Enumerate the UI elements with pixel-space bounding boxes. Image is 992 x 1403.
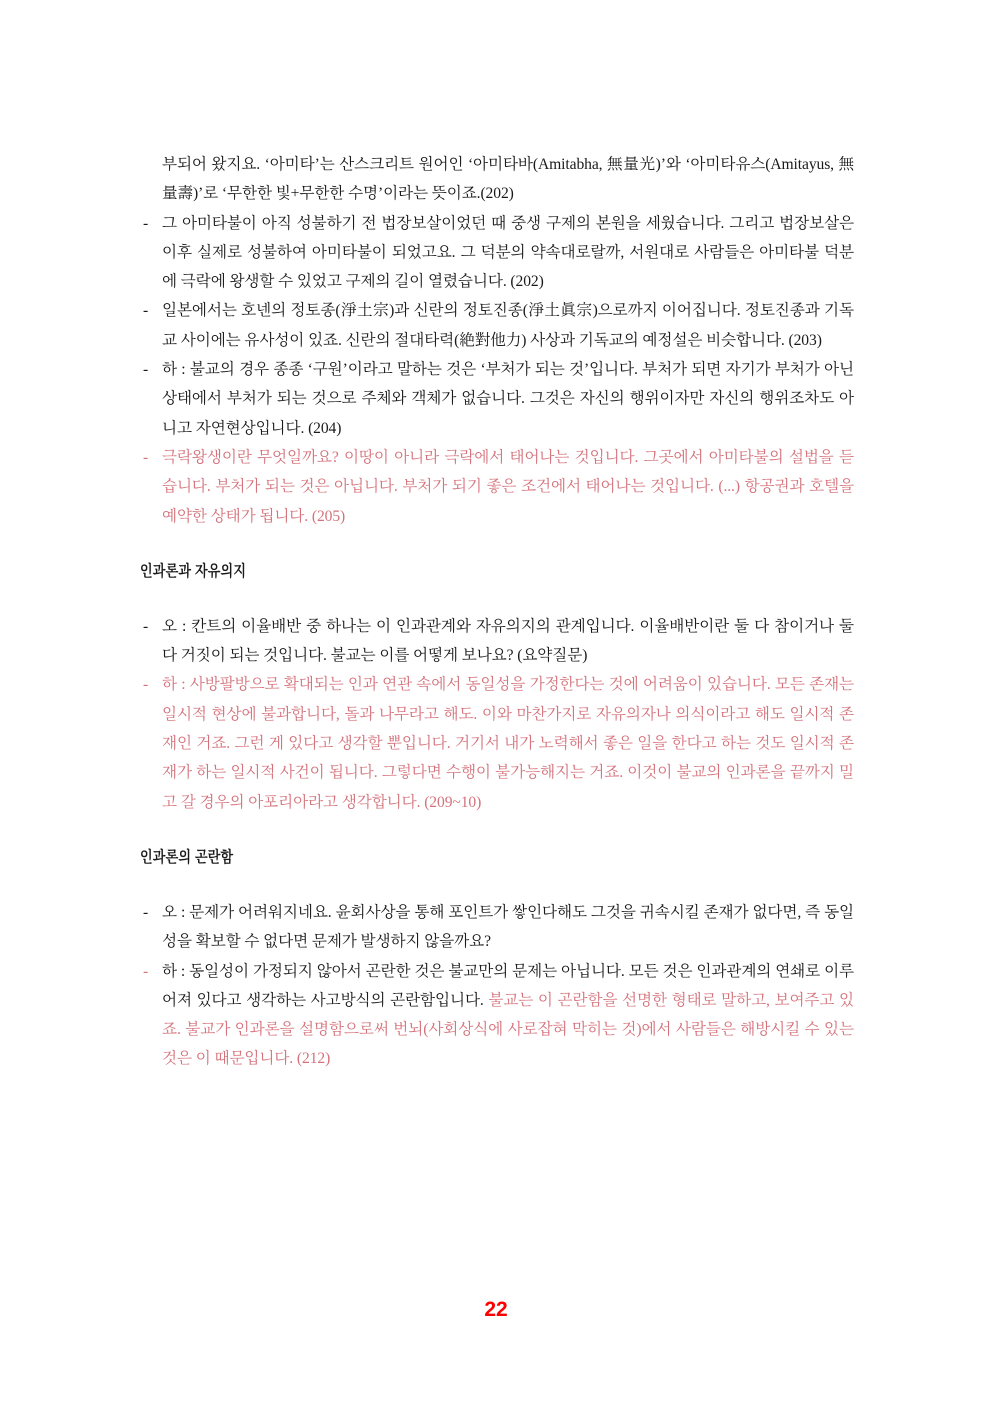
paragraph-text: 극락왕생이란 무엇일까요? 이땅이 아니라 극락에서 태어나는 것입니다. 그곳에서 아미타불의 설법을 듣습니다. 부처가 되는 것은 아닙니다. 부처가 되기 좋은 조건에서 태어나는 것입니다. (...) 항공권과 호텔을 예약한 상태가 됩니다. (205) xyxy=(162,448,854,525)
list-dash: - xyxy=(143,962,149,980)
paragraph-aporia-causality xyxy=(140,670,854,816)
paragraph-amitabha-vow xyxy=(140,209,854,297)
paragraph-text: 부되어 왔지요. ‘아미타’는 산스크리트 원어인 ‘아미타바(Amitabha, 無量光)’와 ‘아미타유스(Amitayus, 無量壽)’로 ‘무한한 빛+무한한 수명’이라는 뜻이죠.(202) xyxy=(162,156,854,203)
section-heading-causality-freewill: 인과론과 자유의지 xyxy=(140,562,247,580)
list-dash: - xyxy=(143,676,149,694)
page-content xyxy=(140,150,854,1074)
paragraph-text: 그 아미타불이 아직 성불하기 전 법장보살이었던 때 중생 구제의 본원을 세웠습니다. 그리고 법장보살은 이후 실제로 성불하여 아미타불이 되었고요. 그 덕분의 약속대로랄까, 서원대로 사람들은 아미타불 덕분에 극락에 왕생할 수 있었고 구제의 길이 열렸습니다. (202) xyxy=(162,214,854,291)
spacer xyxy=(140,817,854,847)
paragraph-text-black: 하 : 동일성이 가정되지 않아서 곤란한 것은 불교만의 문제는 아닙니다. 모든 것은 인과관계의 연쇄로 이루어져 있다고 생각하는 사고방식의 곤란함입니다. xyxy=(162,962,854,1009)
paragraph-text: 오 : 문제가 어려워지네요. 윤회사상을 통해 포인트가 쌓인다해도 그것을 귀속시킬 존재가 없다면, 즉 동일성을 확보할 수 없다면 문제가 발생하지 않을까요? xyxy=(162,903,854,951)
paragraph-text: 하 : 사방팔방으로 확대되는 인과 연관 속에서 동일성을 가정한다는 것에 어려움이 있습니다. 모든 존재는 일시적 현상에 불과합니다, 돌과 나무라고 해도. 이와 마찬가지로 자유의자나 의식이라고 해도 일시적 존재인 거죠. 그런 게 있다고 생각할 뿐입니다. 거기서 내가 노력해서 좋은 일을 한다고 하는 것도 일시적 존재가 하는 일시적 사건이 됩니다. 그렇다면 수행이 불가능해지는 거죠. 이것이 불교의 인과론을 끝까지 밀고 갈 경우의 아포리아라고 생각합니다. (209~10) xyxy=(162,676,854,811)
paragraph-japan-jodo xyxy=(140,296,854,355)
section-heading-causality-difficulty: 인과론의 곤란함 xyxy=(140,848,234,866)
paragraph-text: 오 : 칸트의 이율배반 중 하나는 이 인과관계와 자유의지의 관계입니다. 이율배반이란 둘 다 참이거나 둘 다 거짓이 되는 것입니다. 불교는 이를 어떻게 보나요? (요약질문) xyxy=(162,617,854,665)
paragraph-text: 하 : 불교의 경우 종종 ‘구원’이라고 말하는 것은 ‘부처가 되는 것’입니다. 부처가 되면 자기가 부처가 아닌 상태에서 부처가 되는 것으로 주체와 객체가 없습니다. 그것은 자신의 행위이자만 자신의 행위조차도 아니고 자연현상입니다. (204) xyxy=(162,361,854,437)
paragraph-samsara-points xyxy=(140,898,854,957)
list-dash: - xyxy=(143,214,149,232)
list-dash: - xyxy=(143,361,149,379)
spacer xyxy=(140,869,854,898)
list-dash: - xyxy=(143,903,149,921)
page-number: 22 xyxy=(484,1298,508,1321)
paragraph-amitabha xyxy=(140,150,854,209)
paragraph-rebirth-pureland xyxy=(140,443,854,531)
list-dash: - xyxy=(143,302,149,320)
paragraph-text: 일본에서는 호넨의 정토종(淨土宗)과 신란의 정토진종(淨土眞宗)으로까지 이어집니다. 정토진종과 기독교 사이에는 유사성이 있죠. 신란의 절대타력(絶對他力) 사상과 기독교의 예정설은 비슷합니다. (203) xyxy=(162,302,854,349)
paragraph-salvation-buddha xyxy=(140,355,854,443)
spacer xyxy=(140,531,854,561)
paragraph-identity-liberation xyxy=(140,957,854,1074)
paragraph-text-red: 불교는 이 곤란함을 선명한 형태로 말하고, 보여주고 있죠. 불교가 인과론을 설명함으로써 번뇌(사회상식에 사로잡혀 막히는 것)에서 사람들은 해방시킬 수 있는 것은 이 때문입니다. (212) xyxy=(162,991,854,1068)
spacer xyxy=(140,583,854,612)
list-dash: - xyxy=(143,448,149,466)
list-dash: - xyxy=(143,617,149,635)
paragraph-kant-antinomy xyxy=(140,612,854,671)
